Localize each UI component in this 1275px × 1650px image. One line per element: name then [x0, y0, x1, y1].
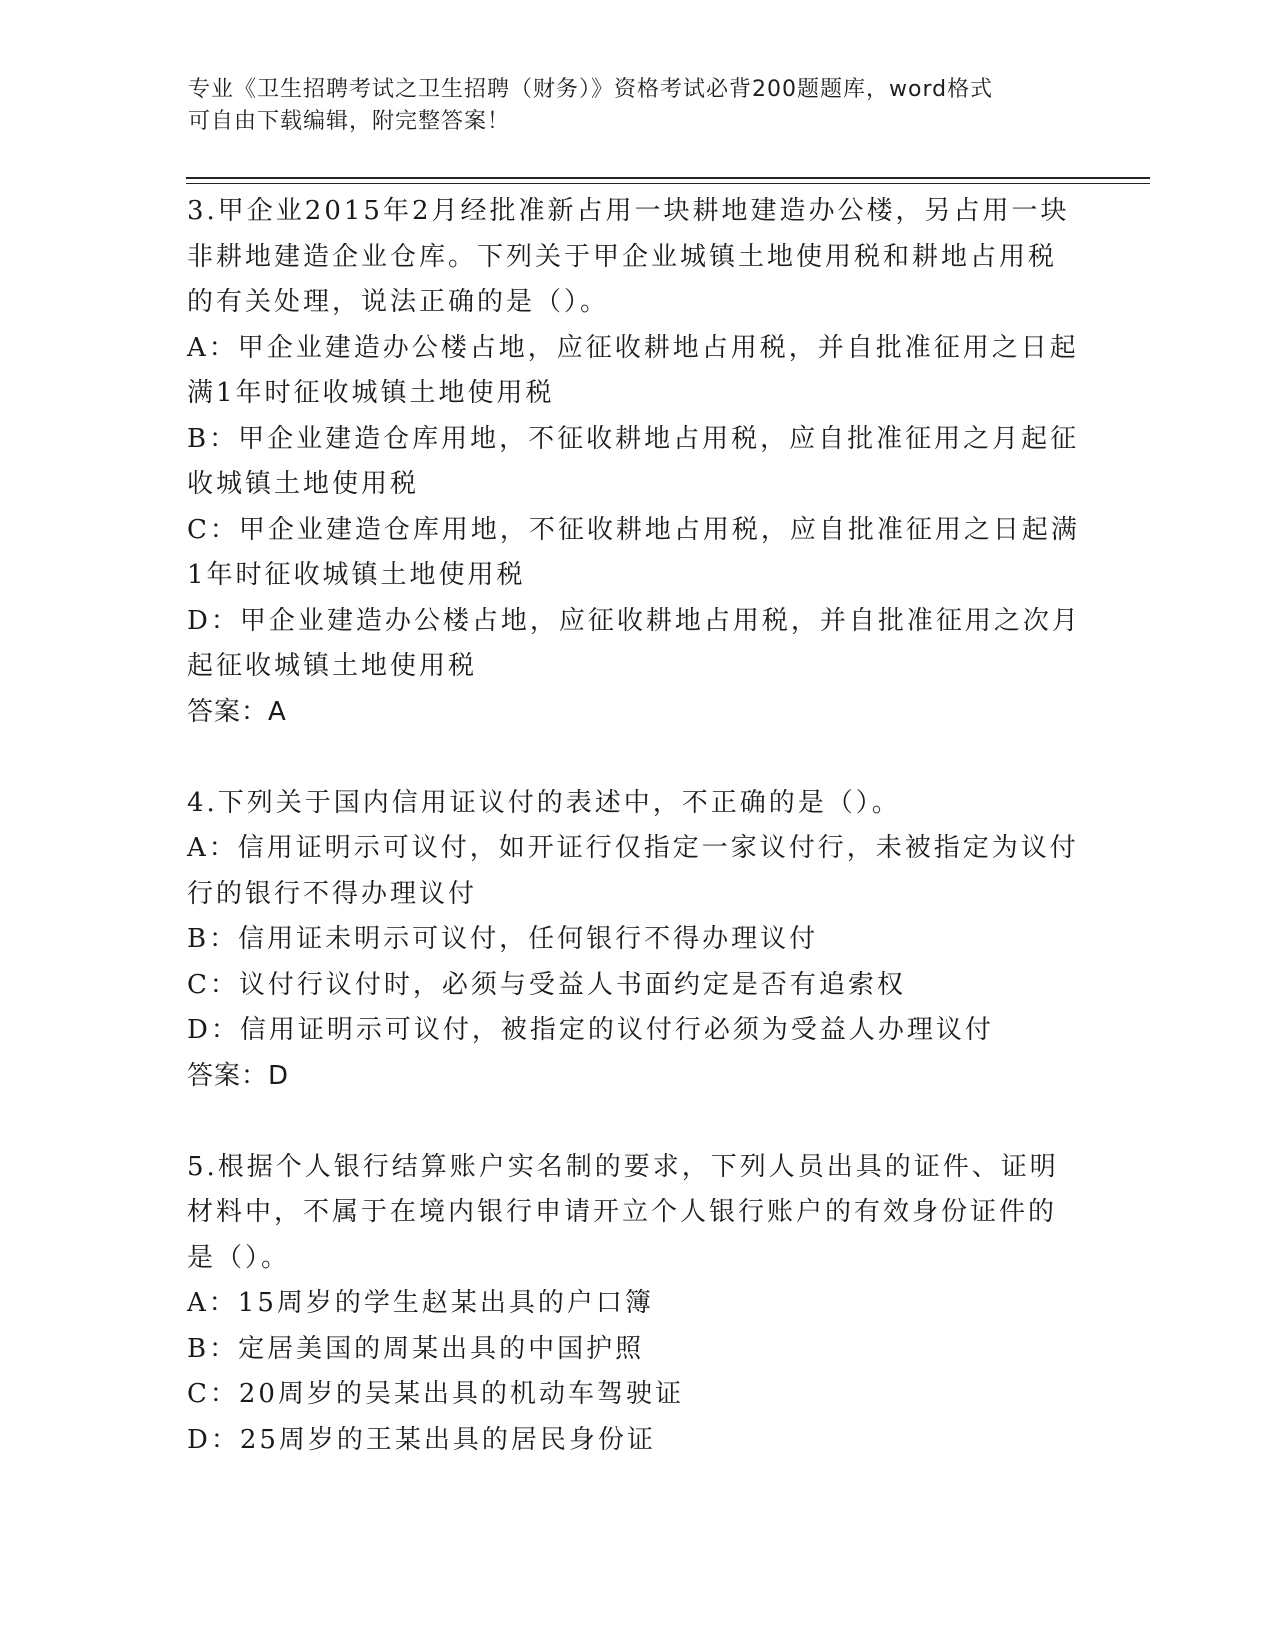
option-a-line: 行的银行不得办理议付 — [187, 878, 478, 909]
header-rule-thick — [186, 177, 1150, 179]
question-stem-line: 3.甲企业2015年2月经批准新占用一块耕地建造办公楼，另占用一块 — [187, 196, 1070, 226]
option-a-line: 满1年时征收城镇土地使用税 — [187, 378, 555, 408]
answer-label: 答案：A — [187, 696, 287, 727]
option-c-line: 1年时征收城镇土地使用税 — [187, 560, 526, 590]
answer-label: 答案：D — [187, 1060, 290, 1091]
header-rule-thin — [186, 183, 1150, 184]
question-spacer — [187, 1099, 1077, 1145]
questions-content — [187, 189, 1081, 1463]
question-stem-line: 5.根据个人银行结算账户实名制的要求，下列人员出具的证件、证明 — [187, 1151, 1059, 1182]
question-stem-line: 材料中，不属于在境内银行申请开立个人银行账户的有效身份证件的 — [187, 1197, 1058, 1227]
option-b-line: 收城镇土地使用税 — [187, 469, 420, 499]
question-4 — [187, 781, 1077, 1100]
option-b-line: B：定居美国的周某出具的中国护照 — [187, 1333, 645, 1364]
option-c-line: C：甲企业建造仓库用地，不征收耕地占用税，应自批准征用之日起满 — [187, 514, 1080, 545]
option-d-line: D：25周岁的王某出具的居民身份证 — [187, 1424, 656, 1455]
option-d-line: 起征收城镇土地使用税 — [187, 651, 478, 681]
option-a-line: A：信用证明示可议付，如开证行仅指定一家议付行，未被指定为议付 — [187, 833, 1079, 863]
question-spacer — [187, 735, 1077, 781]
header-line-1: 专业《卫生招聘考试之卫生招聘（财务）》资格考试必背200题题库，word格式 — [188, 77, 994, 102]
option-d-line: D：甲企业建造办公楼占地，应征收耕地占用税，并自批准征用之次月 — [187, 605, 1081, 636]
option-c-line: C：20周岁的吴某出具的机动车驾驶证 — [187, 1379, 684, 1409]
option-c-line: C：议付行议付时，必须与受益人书面约定是否有追索权 — [187, 969, 906, 1000]
question-stem-line: 4.下列关于国内信用证议付的表述中，不正确的是（）。 — [187, 787, 901, 818]
option-b-line: B：甲企业建造仓库用地，不征收耕地占用税，应自批准征用之月起征 — [187, 423, 1080, 454]
option-a-line: A：甲企业建造办公楼占地，应征收耕地占用税，并自批准征用之日起 — [187, 332, 1079, 363]
option-b-line: B：信用证未明示可议付，任何银行不得办理议付 — [187, 924, 819, 954]
question-stem-line: 非耕地建造企业仓库。下列关于甲企业城镇土地使用税和耕地占用税 — [187, 241, 1058, 272]
question-stem-line: 的有关处理，说法正确的是（）。 — [187, 287, 610, 317]
question-3 — [187, 189, 1081, 735]
option-d-line: D：信用证明示可议付，被指定的议付行必须为受益人办理议付 — [187, 1015, 994, 1045]
question-5 — [187, 1145, 1077, 1464]
question-stem-line: 是（）。 — [187, 1242, 291, 1273]
header-line-2: 可自由下载编辑，附完整答案！ — [188, 109, 511, 134]
option-a-line: A：15周岁的学生赵某出具的户口簿 — [187, 1288, 654, 1318]
document-header — [188, 74, 1068, 138]
